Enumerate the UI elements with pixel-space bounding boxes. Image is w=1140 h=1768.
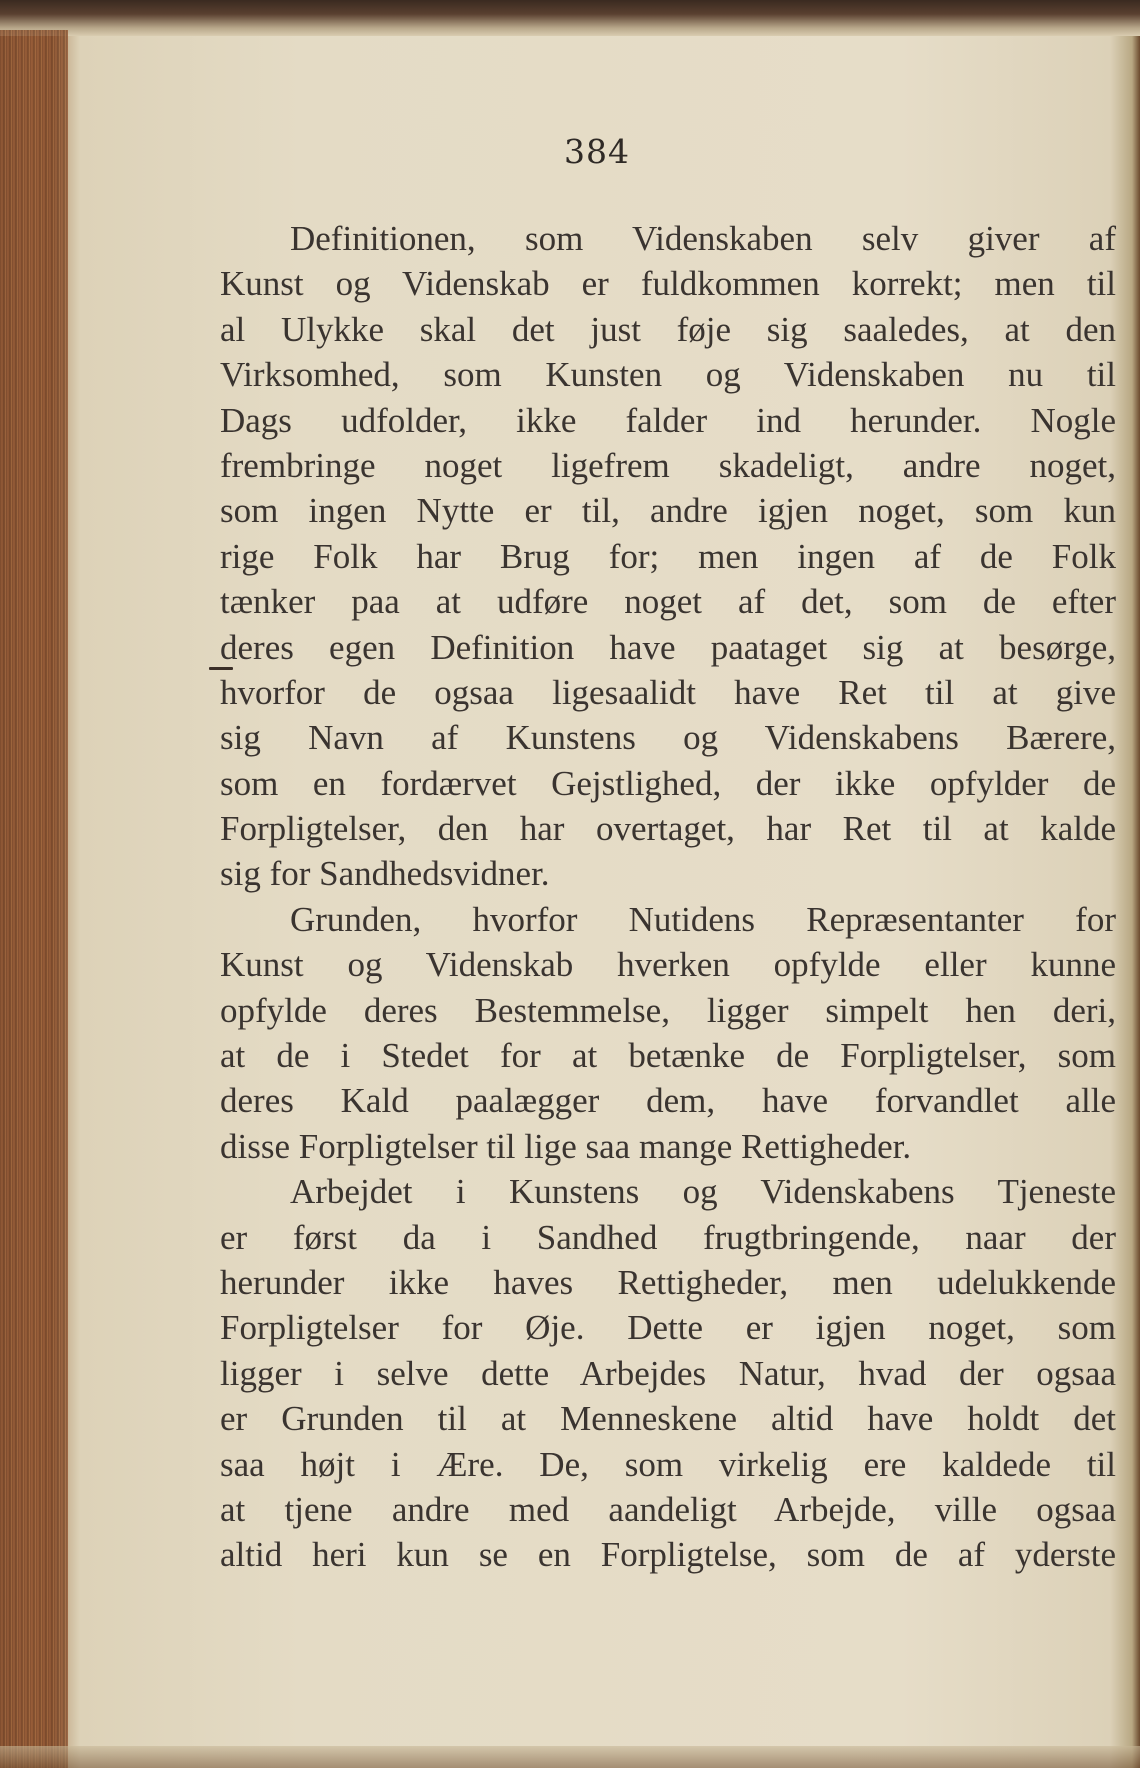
text-line: Kunst og Videnskab hverken opfylde eller kunne — [220, 945, 1116, 985]
top-binding-edge — [0, 0, 1140, 36]
text-line: Kunst og Videnskab er fuldkommen korrekt; men til — [220, 264, 1116, 304]
text-line: tænker paa at udføre noget af det, som de efter — [220, 582, 1116, 622]
text-line: frembringe noget ligefrem skadeligt, andre noget, — [220, 445, 1116, 485]
text-line: Virksomhed, som Kunsten og Videnskaben nu til — [220, 355, 1116, 395]
page-number: 384 — [564, 132, 630, 171]
text-line: disse Forpligtelser til lige saa mange Rettigheder. — [220, 1126, 912, 1166]
text-line: Forpligtelser, den har overtaget, har Ret til at kalde — [220, 809, 1116, 849]
text-line: sig Navn af Kunstens og Videnskabens Bærere, — [220, 718, 1116, 758]
text-line: hvorfor de ogsaa ligesaalidt have Ret til at give — [220, 672, 1116, 712]
text-line: at tjene andre med aandeligt Arbejde, ville ogsaa — [220, 1489, 1116, 1529]
text-line: som ingen Nytte er til, andre igjen noget, som kun — [220, 491, 1116, 531]
text-line: saa højt i Ære. De, som virkelig ere kaldede til — [220, 1444, 1116, 1484]
text-line: Grunden, hvorfor Nutidens Repræsentanter for — [290, 899, 1116, 939]
text-line: som en fordærvet Gejstlighed, der ikke opfylder de — [220, 763, 1116, 803]
text-line: ligger i selve dette Arbejdes Natur, hvad der ogsaa — [220, 1353, 1116, 1393]
text-line: er Grunden til at Menneskene altid have holdt det — [220, 1399, 1116, 1439]
text-line: herunder ikke haves Rettigheder, men udelukkende — [220, 1262, 1116, 1302]
margin-mark — [209, 667, 233, 670]
page-edges — [0, 30, 68, 1768]
text-line: Definitionen, som Videnskaben selv giver af — [290, 219, 1116, 258]
text-line: deres Kald paalægger dem, have forvandlet alle — [220, 1081, 1116, 1121]
text-line: rige Folk har Brug for; men ingen af de Folk — [220, 536, 1116, 576]
body-text — [220, 216, 1120, 1578]
page — [68, 36, 1126, 1746]
text-line: deres egen Definition have paataget sig at besørge, — [220, 627, 1116, 667]
text-line: sig for Sandhedsvidner. — [220, 854, 550, 894]
text-line: opfylde deres Bestemmelse, ligger simpelt hen deri, — [220, 990, 1116, 1030]
text-line: Arbejdet i Kunstens og Videnskabens Tjeneste — [290, 1172, 1116, 1212]
text-line: Forpligtelser for Øje. Dette er igjen noget, som — [220, 1308, 1116, 1348]
text-line: Dags udfolder, ikke falder ind herunder. Nogle — [220, 400, 1116, 440]
text-line: er først da i Sandhed frugtbringende, naar der — [220, 1217, 1116, 1257]
bottom-shadow — [0, 1746, 1140, 1768]
text-line: at de i Stedet for at betænke de Forpligtelser, som — [220, 1036, 1116, 1076]
text-line: altid heri kun se en Forpligtelse, som de af yderste — [220, 1535, 1116, 1575]
text-line: al Ulykke skal det just føje sig saaledes, at den — [220, 309, 1116, 349]
